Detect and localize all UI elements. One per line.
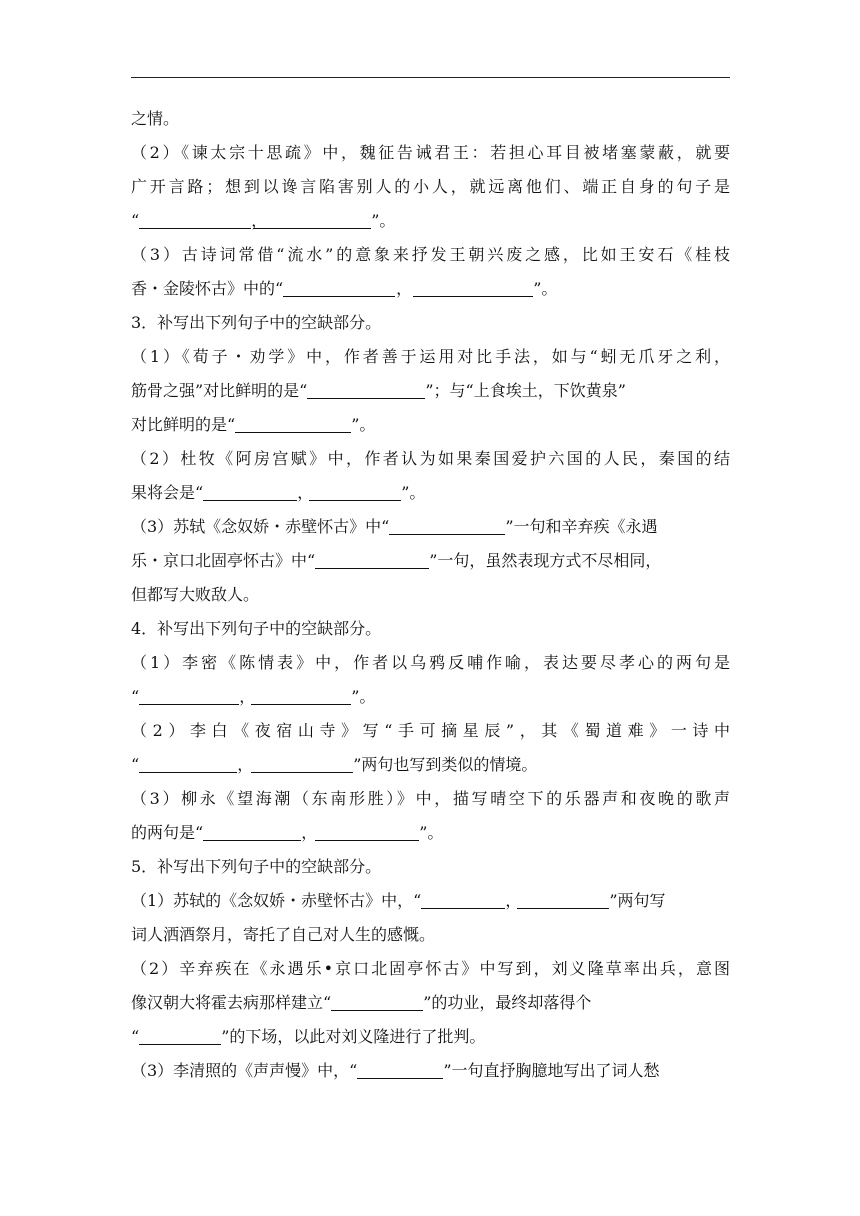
text-line: “ ”的下场，以此对刘义隆进行了批判。: [131, 1027, 486, 1046]
text-line: （2）李白《夜宿山寺》写“手可摘星辰”，其《蜀道难》一诗中: [131, 721, 730, 740]
text-line: 像汉朝大将霍去病那样建立“ ”的功业，最终却落得个: [131, 993, 592, 1012]
text-line: 但都写大败敌人。: [131, 585, 260, 604]
text-line: “ ， ”。: [131, 687, 376, 706]
text-line: 对比鲜明的是“ ”。: [131, 415, 376, 434]
answer-blank[interactable]: [139, 1025, 221, 1045]
answer-blank[interactable]: [235, 413, 351, 433]
answer-blank[interactable]: [139, 685, 239, 705]
question-heading: 4．补写出下列句子中的空缺部分。: [131, 619, 382, 638]
answer-blank[interactable]: [139, 753, 237, 773]
answer-blank[interactable]: [331, 991, 423, 1011]
answer-blank[interactable]: [517, 889, 609, 909]
exam-page-body: [131, 102, 730, 1088]
text-line: （3）苏轼《念奴娇・赤壁怀古》中“ ”一句和辛弃疾《永遇: [131, 517, 658, 536]
header-rule: [131, 77, 730, 78]
answer-blank[interactable]: [413, 277, 533, 297]
text-line: 果将会是“ ， ”。: [131, 483, 426, 502]
answer-blank[interactable]: [251, 753, 353, 773]
text-line: （3）古诗词常借“流水”的意象来抒发王朝兴废之感，比如王安石《桂枝: [131, 245, 730, 264]
text-line: （3）柳永《望海潮（东南形胜）》中，描写晴空下的乐器声和夜晚的歌声: [131, 789, 730, 808]
answer-blank[interactable]: [139, 209, 251, 229]
answer-blank[interactable]: [389, 515, 505, 535]
question-heading: 5．补写出下列句子中的空缺部分。: [131, 857, 382, 876]
answer-blank[interactable]: [309, 481, 401, 501]
text-line: （1）《荀子・劝学》中，作者善于运用对比手法，如与“蚓无爪牙之利，: [131, 347, 730, 366]
text-line: 词人洒酒祭月，寄托了自己对人生的感慨。: [131, 925, 436, 944]
answer-blank[interactable]: [421, 889, 505, 909]
text-line: 筋骨之强”对比鲜明的是“ ”；与“上食埃土，下饮黄泉”: [131, 381, 626, 400]
answer-blank[interactable]: [315, 821, 419, 841]
question-heading: 3．补写出下列句子中的空缺部分。: [131, 313, 382, 332]
answer-blank[interactable]: [357, 1059, 443, 1079]
answer-blank[interactable]: [251, 685, 351, 705]
answer-blank[interactable]: [315, 549, 429, 569]
answer-blank[interactable]: [307, 379, 425, 399]
text-line: 乐・京口北固亭怀古》中“ ”一句，虽然表现方式不尽相同，: [131, 551, 662, 570]
answer-blank[interactable]: [283, 277, 395, 297]
text-line: （2）《谏太宗十思疏》中，魏征告诫君王：若担心耳目被堵塞蒙蔽，就要: [131, 143, 730, 162]
text-line: 广开言路；想到以谗言陷害别人的小人，就远离他们、端正自身的句子是: [131, 177, 730, 196]
text-line: （2）辛弃疾在《永遇乐•京口北固亭怀古》中写到，刘义隆草率出兵，意图: [131, 959, 730, 978]
text-line: 香・金陵怀古》中的“ ， ”。: [131, 279, 558, 298]
text-line: 之情。: [131, 109, 180, 128]
text-line: “ ， ”两句也写到类似的情境。: [131, 755, 538, 774]
answer-blank[interactable]: [203, 481, 297, 501]
text-line: （2）杜牧《阿房宫赋》中，作者认为如果秦国爱护六国的人民，秦国的结: [131, 449, 730, 468]
text-line: 的两句是“ ， ”。: [131, 823, 444, 842]
text-line: （1）李密《陈情表》中，作者以乌鸦反哺作喻，表达要尽孝心的两句是: [131, 653, 730, 672]
text-line: （1）苏轼的《念奴娇・赤壁怀古》中，“ ， ”两句写: [131, 891, 666, 910]
text-line: （3）李清照的《声声慢》中，“ ”一句直抒胸臆地写出了词人愁: [131, 1061, 660, 1080]
answer-blank[interactable]: [203, 821, 301, 841]
text-line: “ ， ”。: [131, 211, 396, 230]
answer-blank[interactable]: [253, 209, 371, 229]
